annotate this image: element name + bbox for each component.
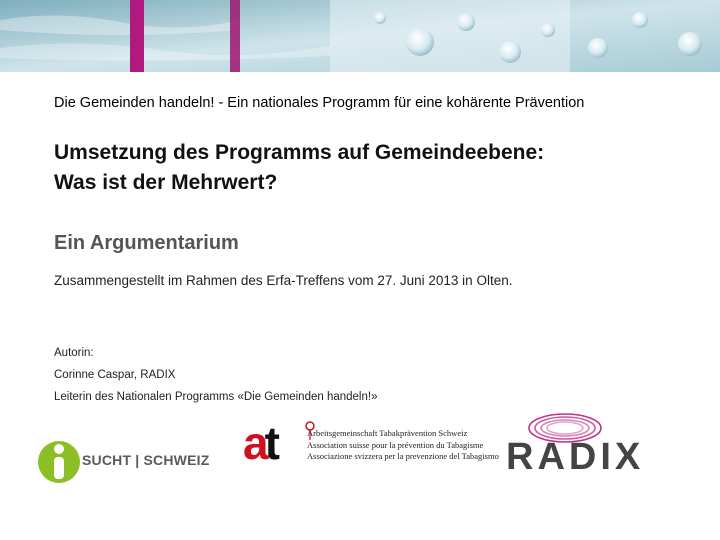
sucht-schweiz-wordmark: SUCHT | SCHWEIZ [82,452,210,468]
page-title-line-1: Umsetzung des Programms auf Gemeindeebene: [54,141,545,164]
author-label: Autorin: [54,347,94,359]
at-logo-letter-a: a [243,417,265,469]
header-banner-image [0,0,720,72]
at-logo-names [307,428,499,463]
sucht-schweiz-logo [38,436,214,488]
event-note: Zusammengestellt im Rahmen des Erfa-Treffens vom 27. Juni 2013 in Olten. [54,273,513,288]
at-logo-letters [243,418,276,468]
at-logo-name-de: Arbeitsgemeinschaft Tabakprävention Schweiz [307,428,468,438]
program-tagline: Die Gemeinden handeln! - Ein nationales Programm für eine kohärente Prävention [54,95,585,111]
radix-wordmark: RADIX [506,436,645,478]
page-title [54,138,544,198]
author-block [54,342,377,408]
author-role: Leiterin des Nationalen Programms «Die Gemeinden handeln!» [54,391,378,403]
sucht-schweiz-figure-icon [38,436,82,488]
at-logo-letter-t: t [264,417,276,469]
author-name: Corinne Caspar, RADIX [54,369,176,381]
at-schweiz-logo [243,417,499,472]
at-logo-name-fr: Association suisse pour la prévention du Tabagisme [307,439,484,450]
page-title-line-2: Was ist der Mehrwert? [54,171,278,194]
document-subtitle: Ein Argumentarium [54,232,239,254]
radix-logo [503,410,663,478]
at-logo-name-it: Associazione svizzera per la prevenzione del Tabagismo [307,451,499,461]
